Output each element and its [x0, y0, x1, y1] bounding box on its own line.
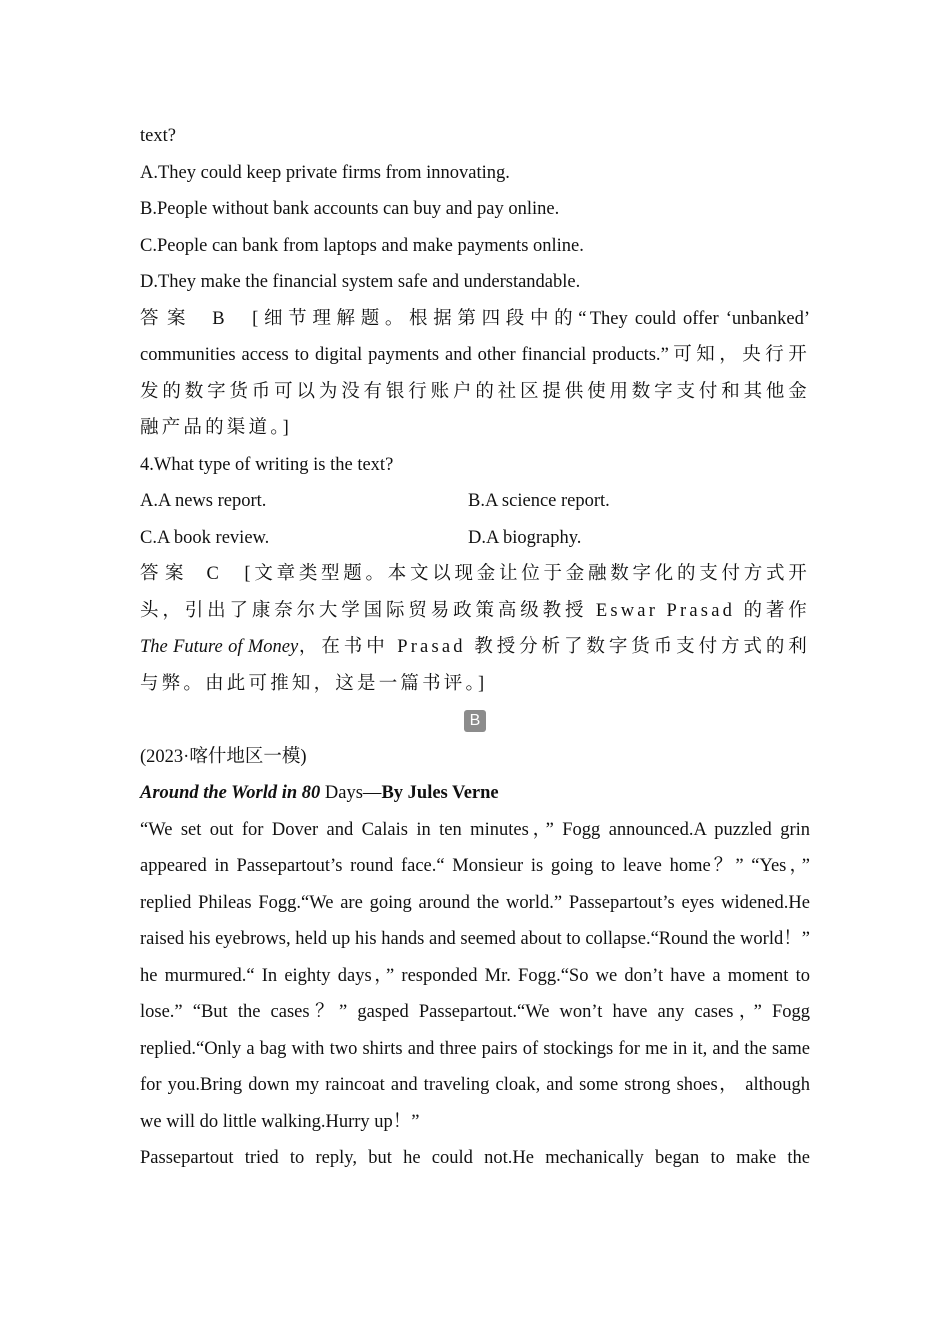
question-4-option-c: C.A book review.: [140, 527, 270, 548]
question-4-options-row-2: [140, 520, 810, 557]
passage-title: [140, 775, 810, 812]
answer-explanation-end: ，在书中 Prasad 教授分析了数字货币支付方式的利与弊。由此可推知，这是一篇书评。]: [140, 637, 810, 694]
answer-explanation: [文章类型题。本文以现金让位于金融数字化的支付方式开头，引出了康奈尔大学国际贸易政策高级教授 Eswar Prasad 的著作: [140, 564, 810, 621]
book-title: The Future of Money: [140, 637, 299, 657]
question-3-option-c: C.People can bank from laptops and make payments online.: [140, 235, 584, 256]
section-badge-row: [140, 702, 810, 739]
question-4-option-a: A.A news report.: [140, 491, 267, 511]
passage-source: (2023·喀什地区一模): [140, 746, 307, 767]
question-4-options-row-1: [140, 483, 810, 520]
answer-explanation: [细节理解题。根据第四段中的“: [252, 308, 590, 329]
answer-letter: C: [206, 564, 223, 584]
answer-label: 答案: [140, 564, 191, 584]
book-title: Around the World in 80: [140, 783, 321, 803]
passage-paragraph-1: “We set out for Dover and Calais in ten minutes，” Fogg announced.A puzzled grin appeared in Passepartout’s round face.“ Monsieur is going to leave home？” “Yes，” replied Phileas Fogg.“We are going around the world.” Passepartout’s eyes widened.He raised his eyebrows, held up his hands and seemed about to collapse.“Round the world！” he murmured.“ In eighty days，” responded Mr. Fogg.“So we don’t have a moment to lose.” “But the cases？” gasped Passepartout.“We won’t have any cases，” Fogg replied.“Only a bag with two shirts and three pairs of stockings for me in it, and the same for you.Bring down my raincoat and traveling cloak, and some strong shoes， although we will do little walking.Hurry up！”: [140, 819, 810, 1132]
question-3-option-d: D.They make the financial system safe and understandable.: [140, 272, 581, 292]
answer-label: 答案: [140, 308, 194, 329]
question-3-answer: [140, 301, 810, 447]
question-4-option-b: B.A science report.: [468, 491, 610, 511]
question-4-option-d: D.A biography.: [468, 527, 582, 548]
answer-letter: B: [212, 308, 228, 329]
section-badge: B: [464, 710, 486, 732]
question-3-option-a: A.They could keep private firms from innovating.: [140, 162, 510, 183]
answer-explanation-end: ”可知，央行开发的数字货币可以为没有银行账户的社区提供使用数字支付和其他金融产品的渠道。]: [140, 345, 810, 438]
question-4-stem: 4.What type of writing is the text?: [140, 454, 394, 475]
answer-quote: They could offer ‘unbanked’ communities access to digital payments and other financial products.: [140, 308, 811, 365]
title-days: Days—: [320, 783, 382, 803]
author: By Jules Verne: [381, 783, 499, 803]
question-3-stem-end: text?: [140, 126, 176, 146]
passage-paragraph-2: Passepartout tried to reply, but he could not.He mechanically began to make the: [140, 1148, 810, 1168]
question-4-answer: [140, 556, 810, 702]
question-3-option-b: B.People without bank accounts can buy and pay online.: [140, 199, 560, 219]
page-content: [140, 118, 810, 1177]
